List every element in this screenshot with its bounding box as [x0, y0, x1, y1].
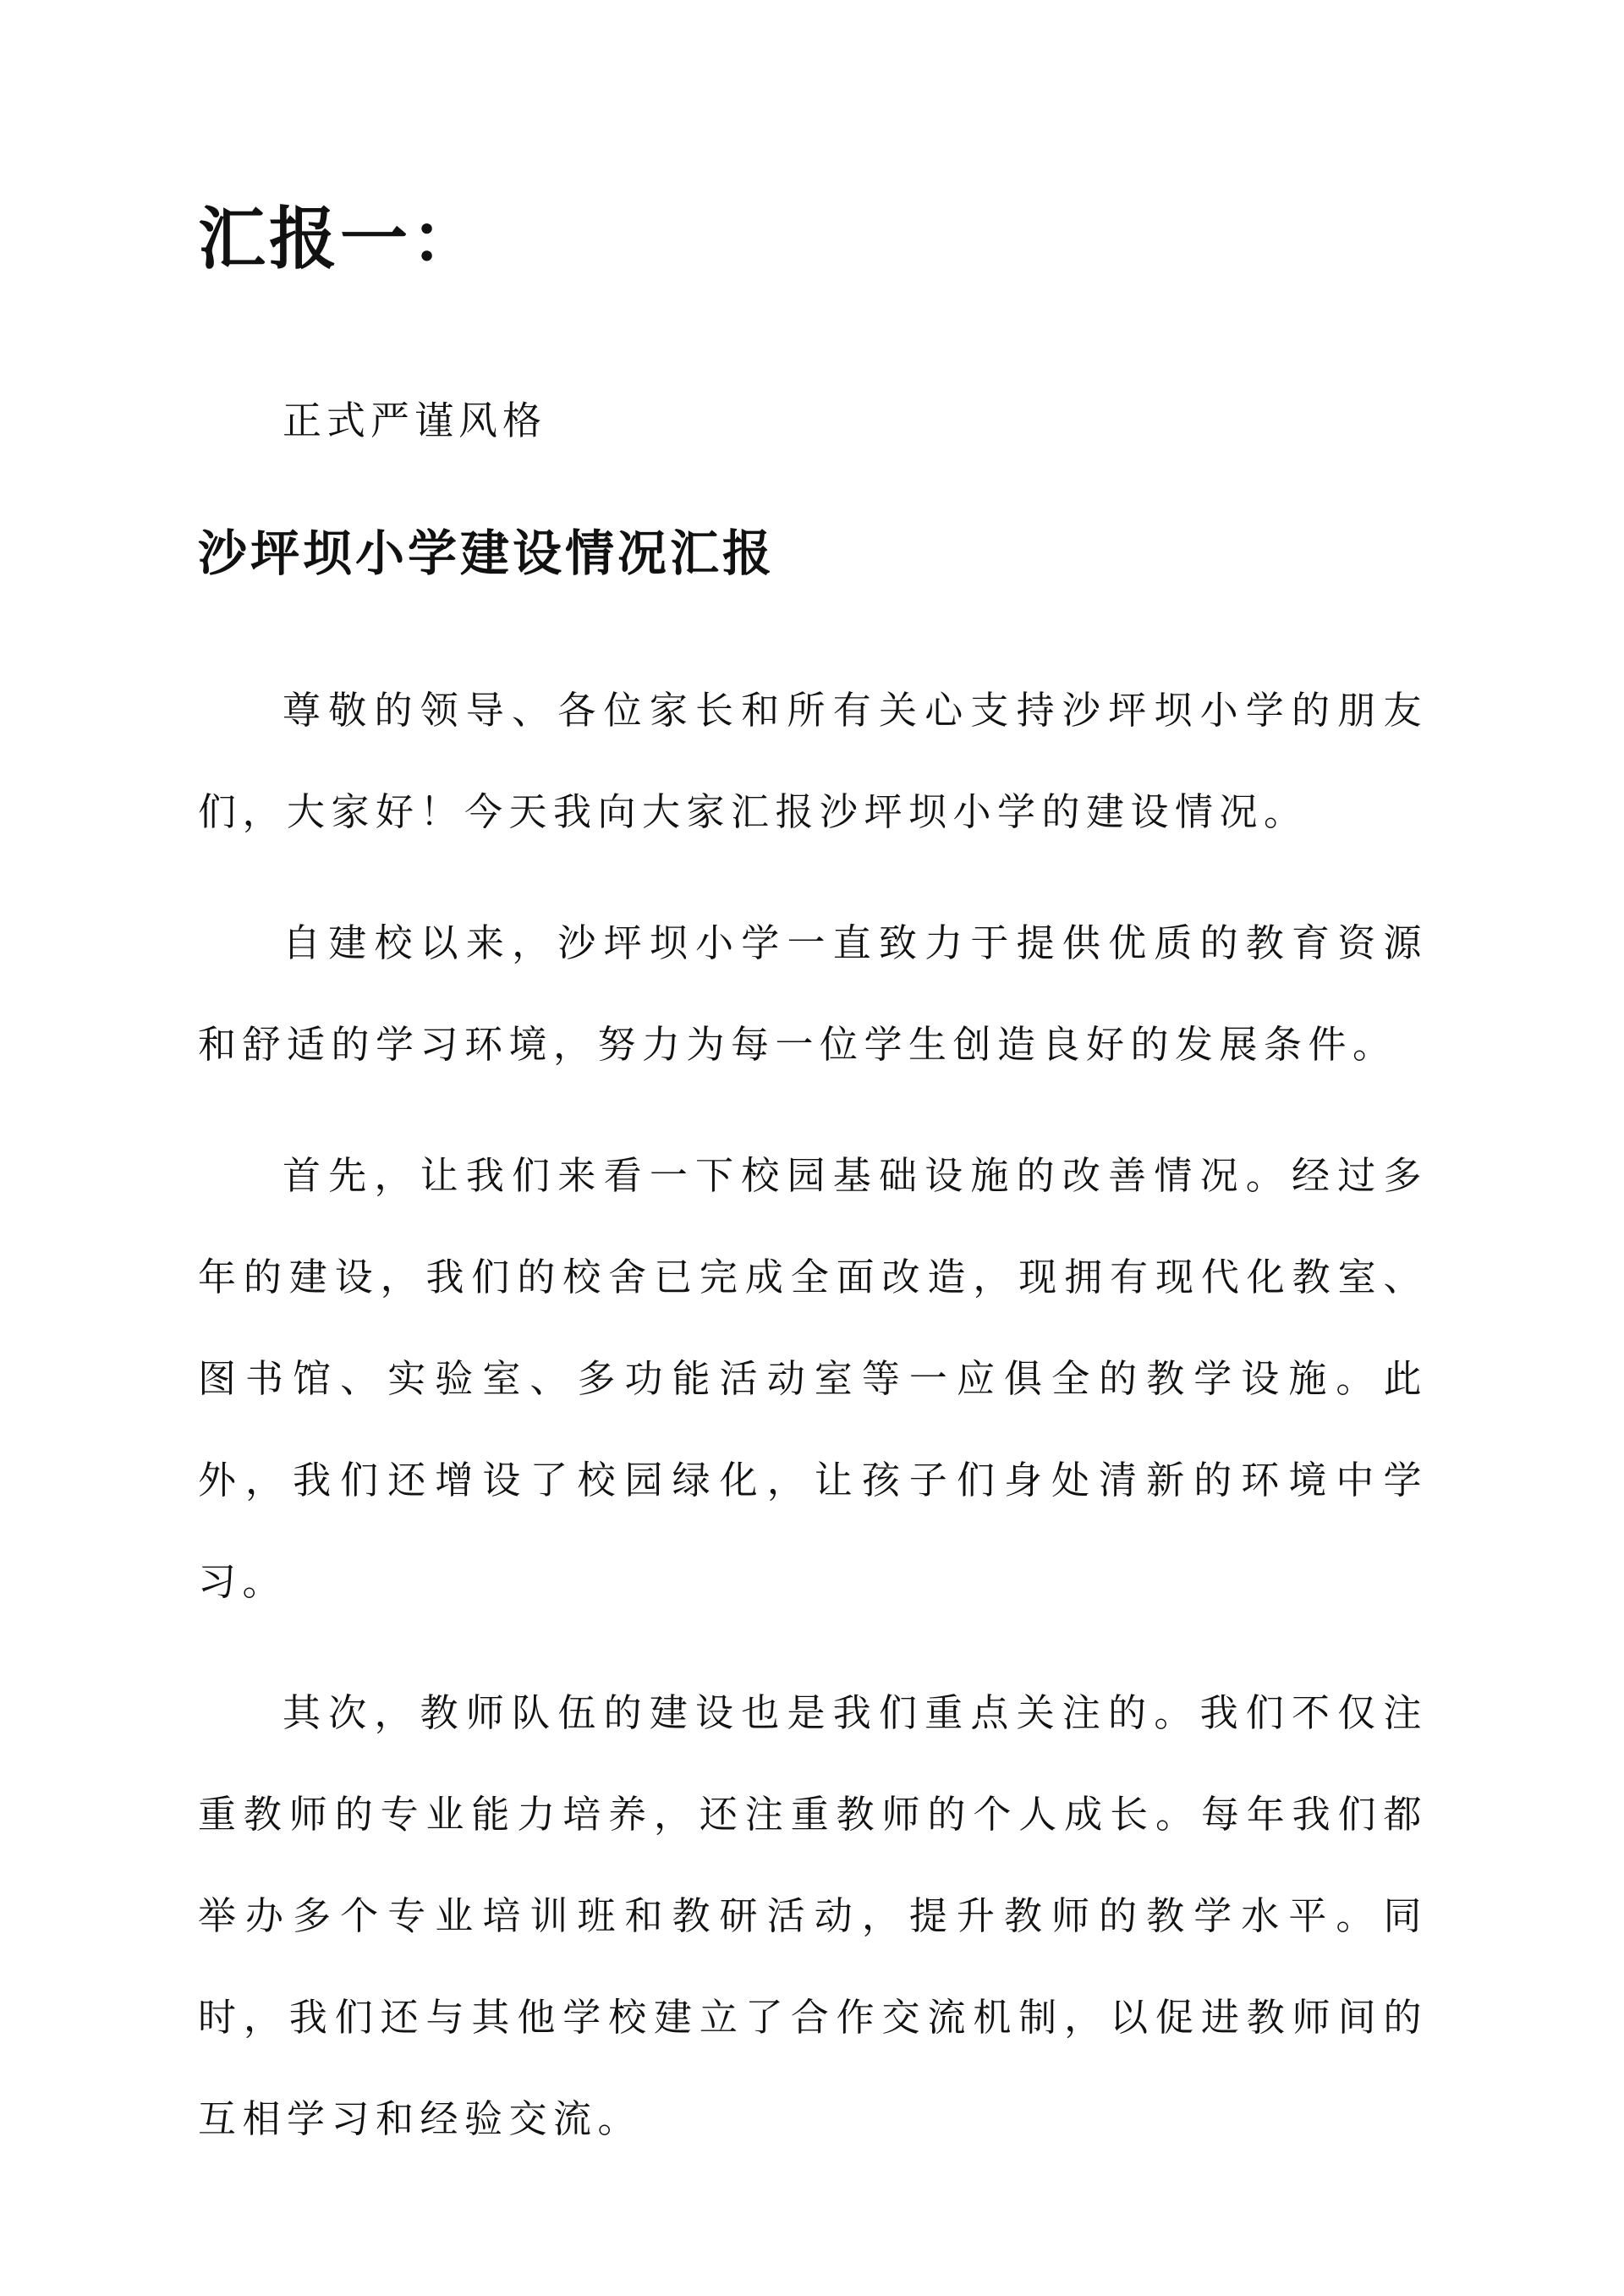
paragraph-greeting: 尊敬的领导、各位家长和所有关心支持沙坪坝小学的朋友们，大家好！今天我向大家汇报沙坪坝小学的建设情况。: [198, 688, 1428, 834]
paragraph-introduction: 自建校以来，沙坪坝小学一直致力于提供优质的教育资源和舒适的学习环境，努力为每一位学生创造良好的发展条件。: [198, 920, 1428, 1067]
report-title: 沙坪坝小学建设情况汇报: [198, 525, 776, 582]
style-note: 正式严谨风格: [283, 398, 546, 443]
paragraph-teachers: 其次，教师队伍的建设也是我们重点关注的。我们不仅注重教师的专业能力培养，还注重教师的个人成长。每年我们都举办多个专业培训班和教研活动，提升教师的教学水平。同时，我们还与其他学校建立了合作交流机制，以促进教师间的互相学习和经验交流。: [198, 1690, 1428, 2141]
report-heading: 汇报一：: [198, 199, 482, 278]
report-body: [198, 660, 1428, 2200]
paragraph-infrastructure: 首先，让我们来看一下校园基础设施的改善情况。经过多年的建设，我们的校舍已完成全面改造，现拥有现代化教室、图书馆、实验室、多功能活动室等一应俱全的教学设施。此外，我们还增设了校园绿化，让孩子们身处清新的环境中学习。: [198, 1153, 1428, 1604]
